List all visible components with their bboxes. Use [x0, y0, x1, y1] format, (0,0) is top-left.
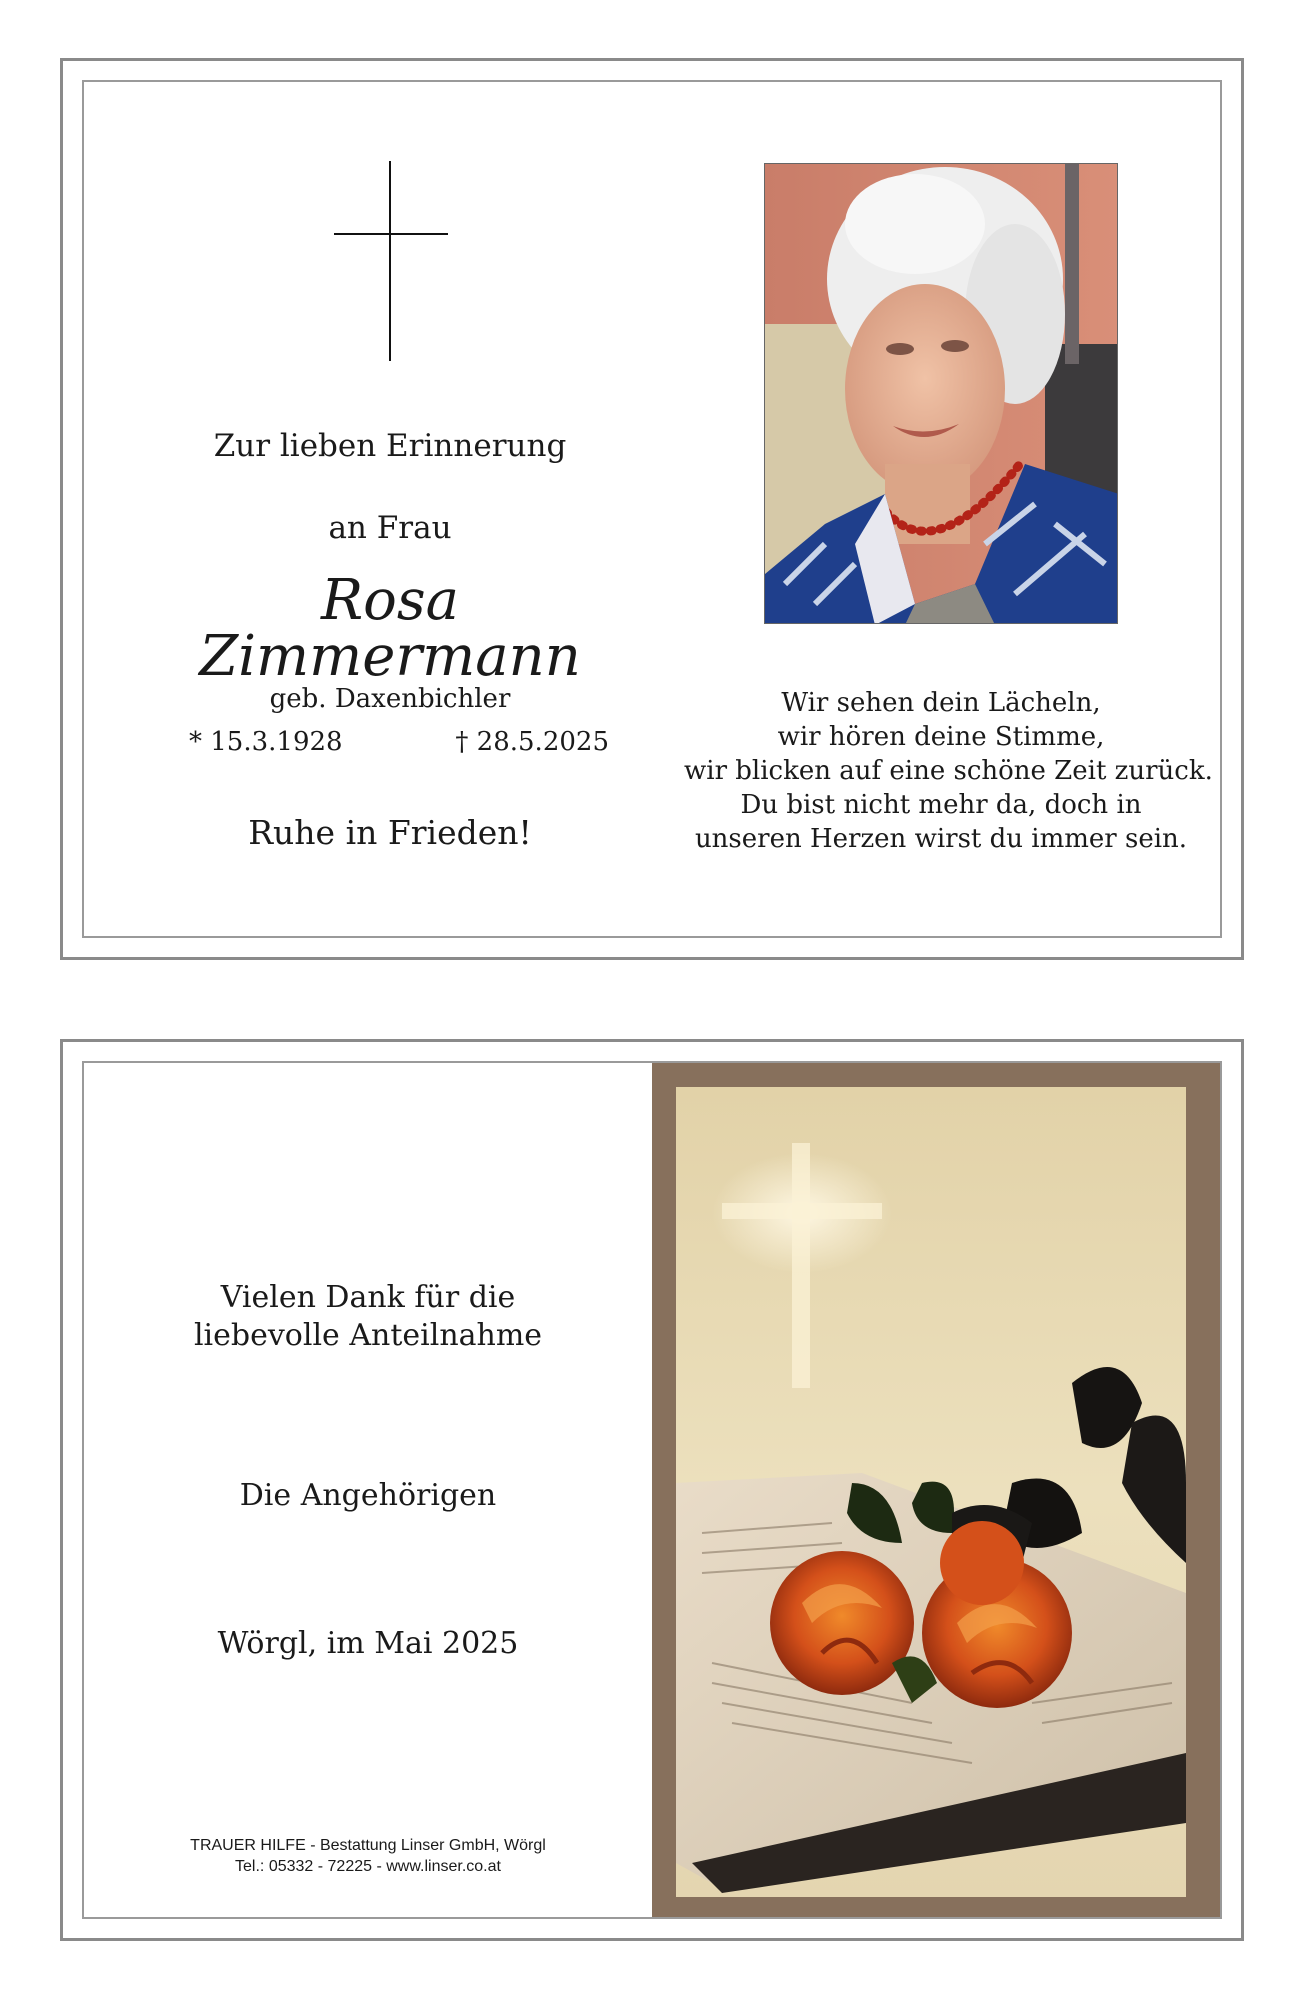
rest-in-peace: Ruhe in Frieden! — [248, 813, 532, 852]
poem-line: Du bist nicht mehr da, doch in — [740, 790, 1142, 820]
signature: Die Angehörigen — [239, 1478, 497, 1513]
poem — [684, 686, 1213, 856]
card-front-inner-border — [82, 80, 1222, 938]
funeral-home-info — [104, 1835, 632, 1877]
portrait-photo — [764, 163, 1118, 624]
deceased-last-name: Zimmermann — [199, 624, 581, 689]
thanks-panel — [84, 1063, 652, 1917]
deceased-first-name: Rosa — [320, 568, 459, 633]
memorial-card-front — [60, 58, 1244, 960]
cross-icon-bar — [334, 233, 448, 235]
death-date: † 28.5.2025 — [455, 727, 609, 757]
funeral-home-line: Tel.: 05332 - 72225 - www.linser.co.at — [235, 1858, 501, 1875]
thanks-line: liebevolle Anteilnahme — [193, 1318, 543, 1353]
cross-icon — [389, 161, 391, 361]
address-line: an Frau — [328, 510, 452, 546]
thanks-message — [104, 1279, 632, 1355]
memorial-card-back — [60, 1039, 1244, 1941]
poem-line: Wir sehen dein Lächeln, — [781, 688, 1101, 718]
poem-line: unseren Herzen wirst du immer sein. — [694, 824, 1188, 854]
place-date: Wörgl, im Mai 2025 — [217, 1626, 519, 1661]
remembrance-heading: Zur lieben Erinnerung — [213, 428, 567, 464]
roses-book-image — [652, 1063, 1220, 1917]
poem-line: wir blicken auf eine schöne Zeit zurück. — [684, 756, 1213, 786]
maiden-name: geb. Daxenbichler — [269, 684, 511, 714]
poem-line: wir hören deine Stimme, — [777, 722, 1105, 752]
card-back-inner-border — [82, 1061, 1222, 1919]
funeral-home-line: TRAUER HILFE - Bestattung Linser GmbH, Wörgl — [190, 1837, 546, 1854]
birth-date: * 15.3.1928 — [189, 727, 343, 757]
thanks-line: Vielen Dank für die — [220, 1280, 516, 1315]
